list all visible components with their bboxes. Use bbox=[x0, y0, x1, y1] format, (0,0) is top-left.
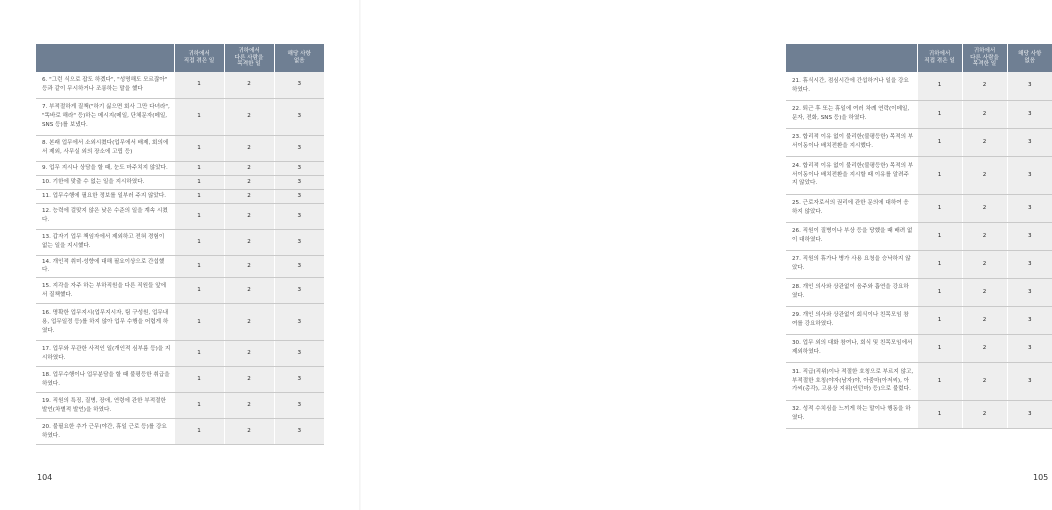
page-number-left: 104 bbox=[37, 473, 53, 482]
option-direct[interactable]: 1 bbox=[174, 255, 224, 278]
option-witnessed[interactable]: 2 bbox=[962, 334, 1007, 362]
option-not-applicable[interactable]: 3 bbox=[274, 393, 324, 419]
table-row bbox=[786, 278, 1052, 306]
table-row bbox=[36, 72, 324, 98]
option-witnessed[interactable]: 2 bbox=[224, 229, 274, 255]
table-row bbox=[36, 161, 324, 175]
option-direct[interactable]: 1 bbox=[174, 189, 224, 203]
table-row bbox=[36, 304, 324, 341]
option-direct[interactable]: 1 bbox=[174, 367, 224, 393]
option-direct[interactable]: 1 bbox=[917, 194, 962, 222]
question-text: 13. 갑자기 업무 책임자에서 제외하고 전혀 경험이 없는 일을 지시했다. bbox=[36, 229, 174, 255]
question-text: 19. 직원의 특징, 질병, 장애, 연령에 관한 부적절한 발언(차별적 발언)을 하였다. bbox=[36, 393, 174, 419]
survey-table-right bbox=[786, 44, 1052, 429]
option-witnessed[interactable]: 2 bbox=[224, 203, 274, 229]
table-row bbox=[36, 189, 324, 203]
left-page bbox=[0, 0, 360, 510]
option-witnessed[interactable]: 2 bbox=[224, 135, 274, 161]
option-direct[interactable]: 1 bbox=[174, 304, 224, 341]
option-witnessed[interactable]: 2 bbox=[224, 189, 274, 203]
option-direct[interactable]: 1 bbox=[174, 161, 224, 175]
option-witnessed[interactable]: 2 bbox=[962, 156, 1007, 194]
header-direct: 귀하에서 직접 겪은 일 bbox=[917, 44, 962, 72]
option-not-applicable[interactable]: 3 bbox=[1007, 400, 1052, 428]
option-direct[interactable]: 1 bbox=[917, 362, 962, 400]
option-direct[interactable]: 1 bbox=[174, 135, 224, 161]
option-direct[interactable]: 1 bbox=[917, 222, 962, 250]
option-direct[interactable]: 1 bbox=[174, 419, 224, 445]
question-text: 29. 개인 의사와 상관없이 회식이나 친목모임 참여를 강요하였다. bbox=[786, 306, 917, 334]
option-witnessed[interactable]: 2 bbox=[224, 278, 274, 304]
option-witnessed[interactable]: 2 bbox=[962, 306, 1007, 334]
option-direct[interactable]: 1 bbox=[917, 72, 962, 100]
question-text: 7. 부적절하게 질책("하기 싫으면 회사 그만 다녀라", "똑바로 해라" 등)하는 메시지(메일, 단체문자(메일, SNS 등)를 보냈다. bbox=[36, 98, 174, 135]
option-not-applicable[interactable]: 3 bbox=[1007, 128, 1052, 156]
table-row bbox=[36, 229, 324, 255]
table-row bbox=[786, 250, 1052, 278]
table-row bbox=[786, 100, 1052, 128]
header-question bbox=[786, 44, 917, 72]
survey-table-left bbox=[36, 44, 324, 445]
table-row bbox=[786, 222, 1052, 250]
question-text: 11. 업무수행에 필요한 정보를 일부러 주지 않았다. bbox=[36, 189, 174, 203]
option-not-applicable[interactable]: 3 bbox=[1007, 306, 1052, 334]
question-text: 16. 명확한 업무지시(업무지시자, 팀 구성원, 업무내용, 업무일정 등)를 하지 않아 업무 수행을 어렵게 하였다. bbox=[36, 304, 174, 341]
question-text: 21. 휴식시간, 점심시간에 간섭하거나 일을 강요하였다. bbox=[786, 72, 917, 100]
table-row bbox=[36, 203, 324, 229]
option-direct[interactable]: 1 bbox=[174, 393, 224, 419]
table-row bbox=[786, 306, 1052, 334]
question-text: 9. 업무 지시나 상담을 할 때, 눈도 마주치지 않았다. bbox=[36, 161, 174, 175]
question-text: 10. 기한에 맞출 수 없는 일을 지시하였다. bbox=[36, 175, 174, 189]
header-row bbox=[786, 44, 1052, 72]
table-row bbox=[36, 278, 324, 304]
header-witnessed: 귀하에서 다른 사람을 목격한 일 bbox=[962, 44, 1007, 72]
table-row bbox=[786, 128, 1052, 156]
option-not-applicable[interactable]: 3 bbox=[1007, 278, 1052, 306]
question-text: 14. 개인적 취미·성향에 대해 필요이상으로 간섭했다. bbox=[36, 255, 174, 278]
option-direct[interactable]: 1 bbox=[917, 306, 962, 334]
question-text: 26. 직원이 질병이나 부상 등을 당했을 때 배려 없이 대하였다. bbox=[786, 222, 917, 250]
table-row bbox=[786, 72, 1052, 100]
question-text: 27. 직원의 휴가나 병가 사용 요청을 승낙하지 않았다. bbox=[786, 250, 917, 278]
option-not-applicable[interactable]: 3 bbox=[274, 135, 324, 161]
table-row bbox=[36, 419, 324, 445]
table-row bbox=[786, 362, 1052, 400]
option-not-applicable[interactable]: 3 bbox=[274, 98, 324, 135]
option-direct[interactable]: 1 bbox=[174, 203, 224, 229]
option-witnessed[interactable]: 2 bbox=[224, 175, 274, 189]
option-direct[interactable]: 1 bbox=[174, 98, 224, 135]
question-text: 25. 근로자로서의 권리에 관한 문의에 대하여 응하지 않았다. bbox=[786, 194, 917, 222]
option-not-applicable[interactable]: 3 bbox=[274, 175, 324, 189]
option-witnessed[interactable]: 2 bbox=[962, 250, 1007, 278]
question-text: 31. 직급(직위)이나 적절한 호칭으로 부르지 않고, 부적절한 호칭(야자(남자)야, 아줌마(아저씨), 아가씨(총각), 고용상 지위(인턴마) 등)으로 불렀다. bbox=[786, 362, 917, 400]
option-direct[interactable]: 1 bbox=[917, 156, 962, 194]
question-text: 6. "그런 식으로 잡도 하겠다", "성명해도 모르잖아" 등과 같이 무시하거나 조롱하는 말을 했다 bbox=[36, 72, 174, 98]
option-not-applicable[interactable]: 3 bbox=[274, 72, 324, 98]
option-not-applicable[interactable]: 3 bbox=[1007, 250, 1052, 278]
option-direct[interactable]: 1 bbox=[917, 250, 962, 278]
question-text: 22. 퇴근 후 또는 휴일에 여러 차례 연락(이메일, 문자, 전화, SNS 등)을 하였다. bbox=[786, 100, 917, 128]
table-row bbox=[786, 334, 1052, 362]
option-witnessed[interactable]: 2 bbox=[224, 161, 274, 175]
question-text: 28. 개인 의사와 상관없이 음주와 흡연을 강요하였다. bbox=[786, 278, 917, 306]
option-not-applicable[interactable]: 3 bbox=[274, 229, 324, 255]
option-witnessed[interactable]: 2 bbox=[962, 128, 1007, 156]
option-not-applicable[interactable]: 3 bbox=[1007, 194, 1052, 222]
option-witnessed[interactable]: 2 bbox=[962, 400, 1007, 428]
option-not-applicable[interactable]: 3 bbox=[274, 203, 324, 229]
header-direct: 귀하에서 직접 겪은 일 bbox=[174, 44, 224, 72]
question-text: 32. 성적 수치심을 느끼게 하는 말이나 행동을 하였다. bbox=[786, 400, 917, 428]
table-row bbox=[36, 175, 324, 189]
option-direct[interactable]: 1 bbox=[174, 175, 224, 189]
table-row bbox=[36, 98, 324, 135]
header-not-applicable: 해당 사항 없음 bbox=[274, 44, 324, 72]
option-not-applicable[interactable]: 3 bbox=[1007, 156, 1052, 194]
header-question bbox=[36, 44, 174, 72]
option-direct[interactable]: 1 bbox=[174, 278, 224, 304]
option-witnessed[interactable]: 2 bbox=[224, 98, 274, 135]
option-witnessed[interactable]: 2 bbox=[962, 194, 1007, 222]
option-witnessed[interactable]: 2 bbox=[224, 304, 274, 341]
option-not-applicable[interactable]: 3 bbox=[274, 341, 324, 367]
table-row bbox=[36, 255, 324, 278]
header-not-applicable: 해당 사항 없음 bbox=[1007, 44, 1052, 72]
table-row bbox=[36, 135, 324, 161]
option-witnessed[interactable]: 2 bbox=[224, 341, 274, 367]
table-row bbox=[786, 156, 1052, 194]
option-not-applicable[interactable]: 3 bbox=[1007, 222, 1052, 250]
option-not-applicable[interactable]: 3 bbox=[274, 189, 324, 203]
option-direct[interactable]: 1 bbox=[917, 100, 962, 128]
header-witnessed: 귀하에서 다른 사람을 목격한 일 bbox=[224, 44, 274, 72]
option-direct[interactable]: 1 bbox=[917, 128, 962, 156]
option-direct[interactable]: 1 bbox=[174, 72, 224, 98]
option-witnessed[interactable]: 2 bbox=[962, 100, 1007, 128]
option-witnessed[interactable]: 2 bbox=[224, 367, 274, 393]
option-not-applicable[interactable]: 3 bbox=[1007, 72, 1052, 100]
option-direct[interactable]: 1 bbox=[174, 229, 224, 255]
option-not-applicable[interactable]: 3 bbox=[1007, 100, 1052, 128]
option-not-applicable[interactable]: 3 bbox=[274, 161, 324, 175]
option-not-applicable[interactable]: 3 bbox=[1007, 334, 1052, 362]
question-text: 20. 불필요한 추가 근무(야간, 휴일 근로 등)를 강요하였다. bbox=[36, 419, 174, 445]
option-not-applicable[interactable]: 3 bbox=[274, 419, 324, 445]
question-text: 15. 지각을 자주 하는 부하직원을 다른 직원들 앞에서 질책했다. bbox=[36, 278, 174, 304]
option-direct[interactable]: 1 bbox=[917, 400, 962, 428]
table-row bbox=[36, 341, 324, 367]
question-text: 17. 업무와 무관한 사적인 일(개인적 심부름 등)을 지시하였다. bbox=[36, 341, 174, 367]
option-not-applicable[interactable]: 3 bbox=[274, 304, 324, 341]
table-row bbox=[36, 367, 324, 393]
option-witnessed[interactable]: 2 bbox=[224, 419, 274, 445]
option-witnessed[interactable]: 2 bbox=[224, 393, 274, 419]
header-row bbox=[36, 44, 324, 72]
question-text: 8. 본래 업무에서 소외시켰다(업무에서 배제, 회의에서 제외, 사무실 외의 장소에 고립 등) bbox=[36, 135, 174, 161]
question-text: 30. 업무 외의 대화 참여나, 회식 및 친목모임에서 제외하였다. bbox=[786, 334, 917, 362]
table-row bbox=[36, 393, 324, 419]
table-row bbox=[786, 194, 1052, 222]
question-text: 18. 업무수행이나 업무분담을 할 때 불평등한 취급을 하였다. bbox=[36, 367, 174, 393]
option-not-applicable[interactable]: 3 bbox=[274, 278, 324, 304]
question-text: 23. 합리적 이유 없이 불리한(불평등한) 목적의 부서이동이나 배치전환을 지시했다. bbox=[786, 128, 917, 156]
option-witnessed[interactable]: 2 bbox=[224, 255, 274, 278]
option-witnessed[interactable]: 2 bbox=[962, 222, 1007, 250]
table-row bbox=[786, 400, 1052, 428]
option-not-applicable[interactable]: 3 bbox=[274, 255, 324, 278]
option-not-applicable[interactable]: 3 bbox=[1007, 362, 1052, 400]
option-direct[interactable]: 1 bbox=[917, 278, 962, 306]
option-direct[interactable]: 1 bbox=[917, 334, 962, 362]
option-witnessed[interactable]: 2 bbox=[962, 72, 1007, 100]
option-witnessed[interactable]: 2 bbox=[962, 278, 1007, 306]
question-text: 12. 능력에 걸맞지 않은 낮은 수준의 일을 계속 시켰다. bbox=[36, 203, 174, 229]
option-direct[interactable]: 1 bbox=[174, 341, 224, 367]
option-witnessed[interactable]: 2 bbox=[224, 72, 274, 98]
option-not-applicable[interactable]: 3 bbox=[274, 367, 324, 393]
page-number-right: 105 bbox=[1033, 473, 1049, 482]
option-witnessed[interactable]: 2 bbox=[962, 362, 1007, 400]
question-text: 24. 합리적 이유 없이 불리한(불평등한) 목적의 부서이동이나 배치전환을 지시할 때 이유를 알려주지 않았다. bbox=[786, 156, 917, 194]
right-page bbox=[360, 0, 1049, 510]
